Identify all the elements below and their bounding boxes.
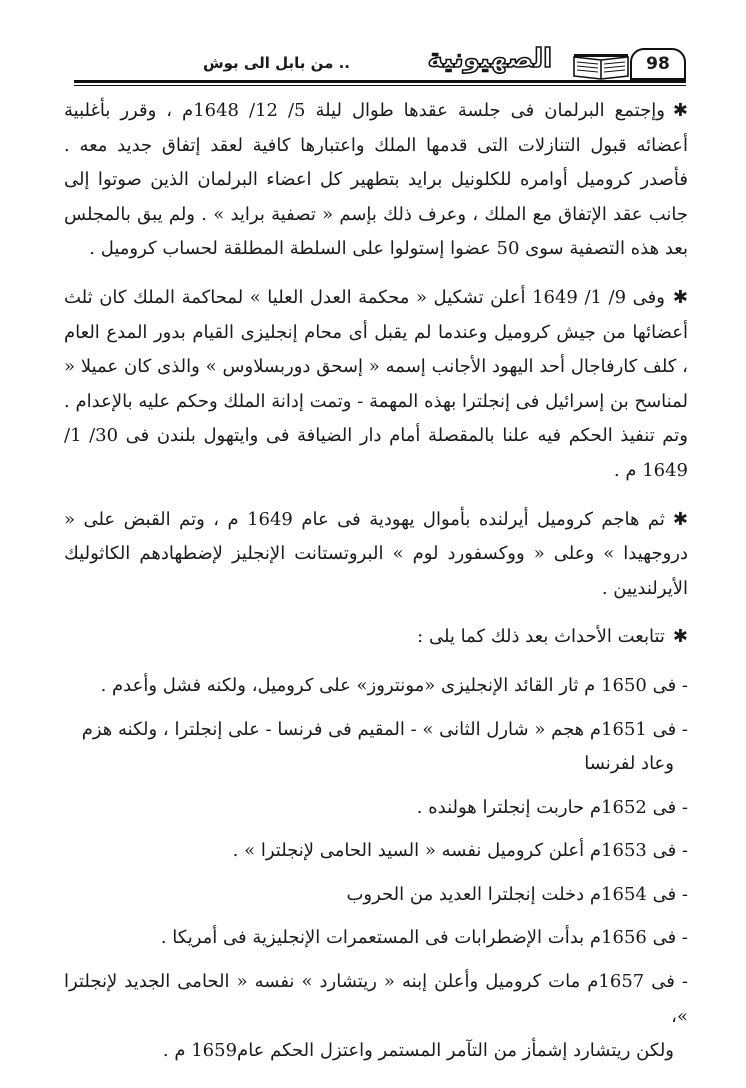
events-list [64, 669, 688, 1069]
event-text: - فى 1654م دخلت إنجلترا العديد من الحروب [346, 883, 688, 905]
bullet-star-icon: ✱ [672, 626, 688, 648]
page-header [74, 46, 686, 92]
event-text: - فى 1651م هجم « شارل الثانى » - المقيم فى فرنسا - على إنجلترا ، ولكنه هزم [81, 718, 688, 740]
page-body [64, 94, 688, 1078]
event-text: - فى 1653م أعلن كروميل نفسه « السيد الحامى لإنجلترا » . [232, 840, 688, 862]
header-rule-thin [74, 85, 686, 86]
event-item [64, 669, 688, 704]
book-title: الصهيونية [421, 44, 558, 74]
event-item [64, 878, 688, 913]
paragraph [64, 503, 688, 607]
event-item [64, 834, 688, 869]
event-item [64, 921, 688, 956]
event-continuation: وعاد لفرنسا [584, 753, 674, 775]
event-text: - فى 1656م بدأت الإضطرابات فى المستعمرات الإنجليزية فى أمريكا . [160, 927, 688, 949]
paragraph [64, 94, 688, 267]
paragraph-text: وإجتمع البرلمان فى جلسة عقدها طوال ليلة 5/ 12/ 1648م ، وقرر بأغلبية أعضائه قبول التنازلات التى قدمها الملك واعتبارها كافية لعقد إتفاق جديد معه . فأصدر كروميل أوامره للكلونيل برايد بتطهير كل اعضاء البرلمان الذين صوتوا إلى جانب عقد الإتفاق مع الملك ، وعرف ذلك بإسم « تصفية برايد » . ولم يبق بالمجلس بعد هذه التصفية سوى 50 عضوا إستولوا على السلطة المطلقة لحساب كروميل . [64, 100, 688, 260]
paragraph-text: تتابعت الأحداث بعد ذلك كما يلى : [417, 626, 665, 648]
event-text: - فى 1657م مات كروميل وأعلن إبنه « ريتشارد » نفسه « الحامى الجديد لإنجلترا »، [64, 971, 688, 1027]
event-continuation: ولكن ريتشارد إشمأز من التآمر المستمر واعتزل الحكم عام1659 م . [162, 1040, 674, 1062]
paragraph [64, 281, 688, 489]
bullet-star-icon: ✱ [672, 286, 688, 308]
page-number: 98 [630, 48, 686, 80]
header-rule [74, 80, 686, 83]
event-item [64, 965, 688, 1069]
paragraph-text: ثم هاجم كروميل أيرلنده بأموال يهودية فى عام 1649 م ، وتم القبض على « دروجهيدا » وعلى « ووكسفورد لوم » البروتستانت الإنجليز لإضطهادهم الكاثوليك الأيرلنديين . [64, 508, 688, 599]
bullet-star-icon: ✱ [672, 508, 688, 530]
event-item [64, 713, 688, 782]
event-item [64, 791, 688, 826]
event-text: - فى 1652م حاربت إنجلترا هولنده . [416, 796, 688, 818]
bullet-star-icon: ✱ [672, 100, 688, 121]
event-text: - فى 1650 م ثار القائد الإنجليزى «مونتروز» على كروميل، ولكنه فشل وأعدم . [100, 674, 688, 696]
paragraph [64, 620, 688, 655]
paragraph-text: وفى 9/ 1/ 1649 أعلن تشكيل « محكمة العدل العليا » لمحاكمة الملك كان ثلث أعضائها من جيش كروميل وعندما لم يقبل أى محام إنجليزى القيام بدور المدع العام ، كلف كارفاجال أحد اليهود الأجانب إسمه « إسحق دوربسلاوس » والذى كان عميلا « لمناسح بن إسرائيل فى إنجلترا بهذه المهمة - وتمت إدانة الملك وحكم عليه بالإعدام . وتم تنفيذ الحكم فيه علنا بالمقصلة أمام دار الضيافة فى وايتهول بلندن فى 30/ 1/ 1649 م . [64, 286, 688, 481]
open-book-icon [572, 52, 630, 80]
book-subtitle: .. من بابل الى بوش [197, 54, 356, 72]
